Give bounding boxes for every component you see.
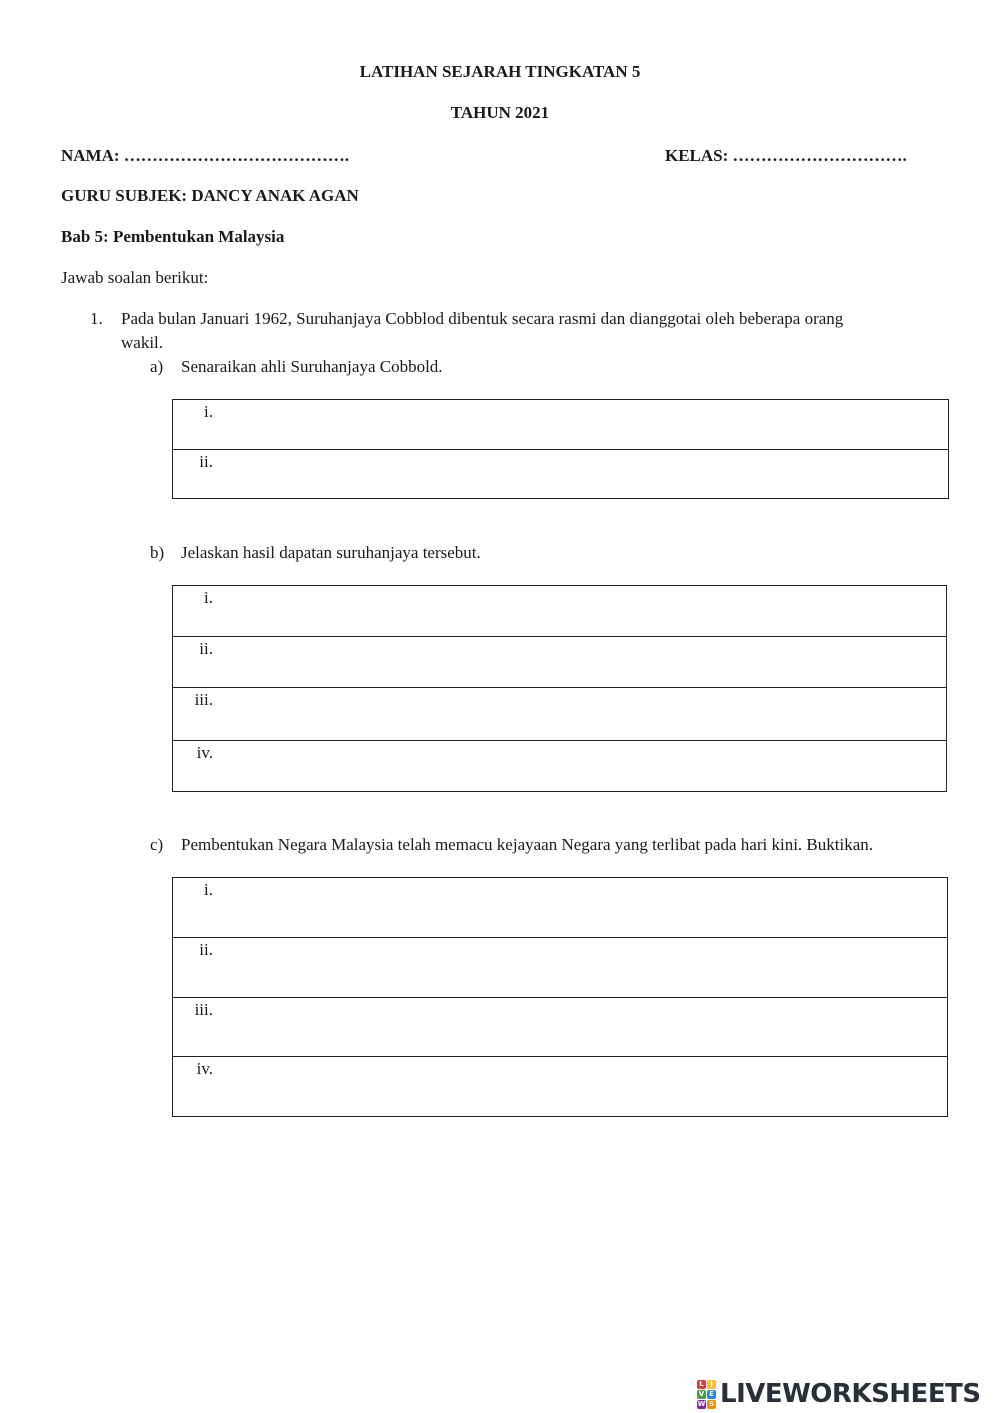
logo-cell: E (707, 1390, 716, 1399)
answer-input-b-3[interactable] (223, 692, 940, 736)
instruction-text: Jawab soalan berikut: (61, 268, 209, 287)
teacher-label: GURU SUBJEK: DANCY ANAK AGAN (61, 186, 359, 205)
answer-row (173, 741, 946, 791)
row-label: ii. (199, 639, 213, 658)
row-label: iii. (194, 690, 213, 709)
logo-cell: L (697, 1380, 706, 1389)
answer-input-a-2[interactable] (223, 454, 942, 494)
answer-row (173, 586, 946, 637)
row-label: iii. (194, 1000, 213, 1019)
answer-row (173, 878, 947, 938)
answer-input-c-4[interactable] (223, 1061, 941, 1112)
logo-cell: I (707, 1380, 716, 1389)
answer-row (173, 450, 948, 498)
part-b-letter: b) (150, 543, 165, 562)
logo-cell: W (697, 1399, 706, 1408)
question-text-line1: Pada bulan Januari 1962, Suruhanjaya Cobblod dibentuk secara rasmi dan dianggotai oleh beberapa orang (121, 309, 844, 328)
question-number: 1. (90, 309, 103, 328)
worksheet-title: LATIHAN SEJARAH TINGKATAN 5 (359, 62, 641, 81)
answer-input-a-1[interactable] (223, 404, 942, 445)
chapter-title: Bab 5: Pembentukan Malaysia (61, 227, 285, 246)
part-b-question: Jelaskan hasil dapatan suruhanjaya tersebut. (181, 543, 481, 562)
part-c-letter: c) (150, 835, 164, 854)
answer-row (173, 637, 946, 688)
logo-cell: S (708, 1399, 715, 1408)
question-text-line2: wakil. (121, 333, 164, 352)
part-a-answer-table (172, 399, 949, 499)
row-label: ii. (199, 452, 213, 471)
part-a-letter: a) (150, 357, 164, 376)
part-c-answer-table (172, 877, 948, 1117)
class-field-label: KELAS: …………………………. (665, 146, 907, 165)
answer-input-c-3[interactable] (223, 1002, 941, 1052)
row-label: i. (204, 402, 213, 421)
part-a-question: Senaraikan ahli Suruhanjaya Cobbold. (181, 357, 443, 376)
answer-input-b-1[interactable] (223, 590, 940, 632)
answer-row (173, 938, 947, 998)
row-label: i. (204, 588, 213, 607)
row-label: i. (204, 880, 213, 899)
answer-row (173, 400, 948, 450)
row-label: ii. (199, 940, 213, 959)
worksheet-year: TAHUN 2021 (450, 103, 550, 122)
name-field-label: NAMA: …………………………………. (61, 146, 350, 165)
part-b-answer-table (172, 585, 947, 792)
logo-text: LIVEWORKSHEETS (720, 1379, 981, 1409)
answer-row (173, 998, 947, 1057)
part-c-question: Pembentukan Negara Malaysia telah memacu kejayaan Negara yang terlibat pada hari kini. Buktikan. (181, 835, 874, 854)
answer-row (173, 688, 946, 741)
liveworksheets-logo (697, 1377, 981, 1411)
logo-cell: V (698, 1389, 705, 1398)
answer-input-b-2[interactable] (223, 641, 940, 683)
row-label: iv. (196, 743, 213, 762)
answer-input-c-2[interactable] (223, 942, 941, 993)
row-label: iv. (196, 1059, 213, 1078)
answer-input-c-1[interactable] (223, 882, 941, 933)
answer-row (173, 1057, 947, 1116)
answer-input-b-4[interactable] (223, 745, 940, 787)
logo-mark-icon (697, 1380, 716, 1409)
